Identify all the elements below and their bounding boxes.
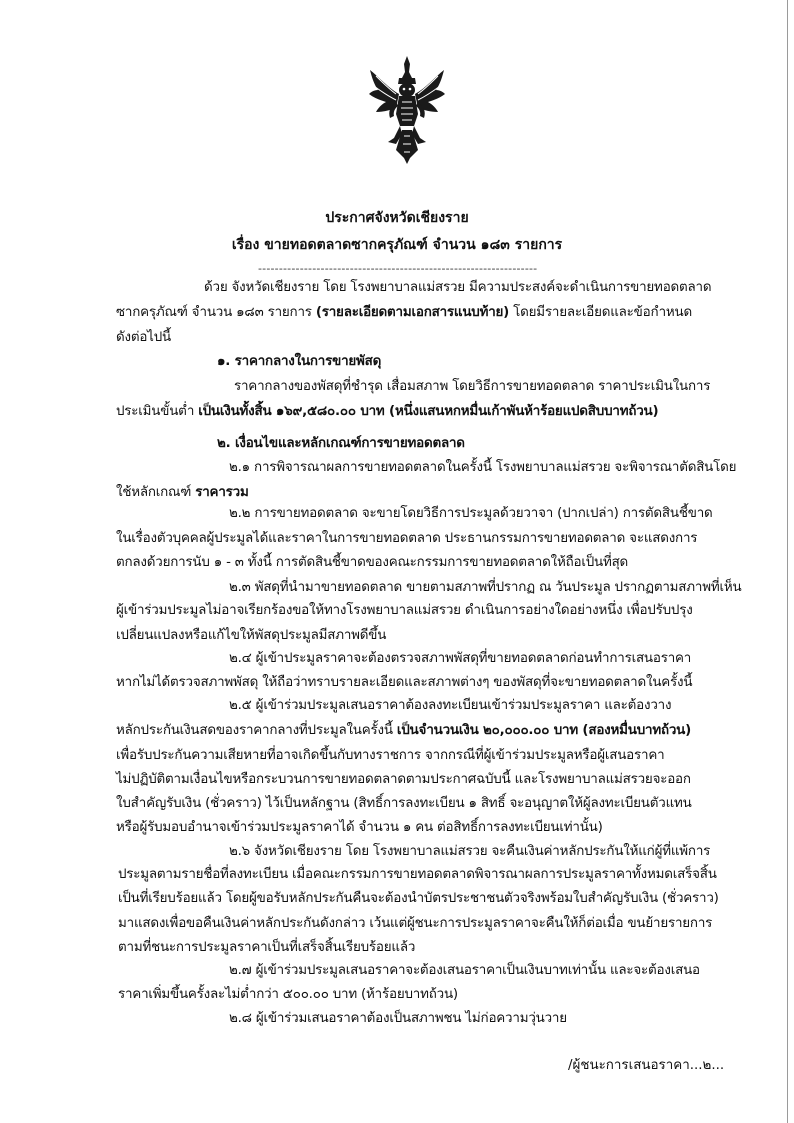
section-heading: ๑. ราคากลางในการขายพัสดุ (217, 354, 382, 369)
clause-line: ในเรื่องตัวบุคคลผู้ประมูลได้และราคาในการขายทอดตลาด ประธานกรรมการขายทอดตลาด จะแสดงการ (116, 531, 698, 546)
clause-line: ๒.๖ จังหวัดเชียงราย โดย โรงพยาบาลแม่สรวย จะคืนเงินค่าหลักประกันให้แก่ผู้ที่แพ้การ (229, 844, 711, 859)
clause-line: ผู้เข้าร่วมประมูลไม่อาจเรียกร้องขอให้ทางโรงพยาบาลแม่สรวย ดำเนินการอย่างใดอย่างหนึ่ง เพื่อปรับปรุง (116, 603, 693, 618)
clause-line: ๒.๕ ผู้เข้าร่วมประมูลเสนอราคาต้องลงทะเบียนเข้าร่วมประมูลราคา และต้องวาง (229, 698, 672, 713)
garuda-emblem-icon (366, 54, 448, 166)
body-line: ประเมินขั้นต่ำ เป็นเงินทั้งสิ้น ๑๖๙,๕๘๐.๐๐ บาท (หนึ่งแสนหกหมื่นเก้าพันห้าร้อยแปดสิบบาทถ้วน) (116, 404, 659, 419)
clause-line: ประมูลตามรายชื่อที่ลงทะเบียน เมื่อคณะกรรมการขายทอดตลาดพิจารณาผลการประมูลราคาทั้งหมดเสร็จสิ้น (118, 867, 717, 882)
clause-line: ตามที่ชนะการประมูลราคาเป็นที่เสร็จสิ้นเรียบร้อยแล้ว (118, 940, 416, 955)
clause-line: ตกลงด้วยการนับ ๑ - ๓ ทั้งนี้ การตัดสินชี้ขาดของคณะกรรมการขายทอดตลาดให้ถือเป็นที่สุด (116, 555, 629, 570)
section-heading: ๒. เงื่อนไขและหลักเกณฑ์การขายทอดตลาด (217, 436, 465, 451)
clause-line: ๒.๒ การขายทอดตลาด จะขายโดยวิธีการประมูลด้วยวาจา (ปากเปล่า) การตัดสินชี้ขาด (229, 506, 713, 521)
clause-line: ๒.๗ ผู้เข้าร่วมประมูลเสนอราคาจะต้องเสนอราคาเป็นเงินบาทเท่านั้น และจะต้องเสนอ (229, 963, 700, 978)
clause-line: หลักประกันเงินสดของราคากลางที่ประมูลในครั้งนี้ เป็นจำนวนเงิน ๒๐,๐๐๐.๐๐ บาท (สองหมื่นบาทถ้วน) (116, 723, 692, 738)
clause-line: ไม่ปฏิบัติตามเงื่อนไขหรือกระบวนการขายทอดตลาดตามประกาศฉบับนี้ และโรงพยาบาลแม่สรวยจะออก (116, 772, 691, 787)
body-line: ราคากลางของพัสดุที่ชำรุด เสื่อมสภาพ โดยวิธีการขายทอดตลาด ราคาประเมินในการ (234, 379, 711, 394)
page-continuation: /ผู้ชนะการเสนอราคา...๒... (568, 1058, 725, 1073)
clause-line: ใบสำคัญรับเงิน (ชั่วคราว) ไว้เป็นหลักฐาน (สิทธิ์การลงทะเบียน ๑ สิทธิ์ จะอนุญาตให้ผู้ลงทะเบียนตัวแทน (116, 796, 692, 811)
clause-line: ๒.๔ ผู้เข้าประมูลราคาจะต้องตรวจสภาพพัสดุที่ขายทอดตลาดก่อนทำการเสนอราคา (229, 651, 692, 666)
clause-line: หากไม่ได้ตรวจสภาพพัสดุ ให้ถือว่าทราบรายละเอียดและสภาพต่างๆ ของพัสดุที่จะขายทอดตลาดในครั้งนี้ (116, 675, 693, 690)
clause-line: ใช้หลักเกณฑ์ ราคารวม (116, 485, 249, 500)
clause-line: ๒.๘ ผู้เข้าร่วมเสนอราคาต้องเป็นสภาพชน ไม่ก่อความวุ่นวาย (229, 1011, 567, 1026)
clause-line: เปลี่ยนแปลงหรือแก้ไขให้พัสดุประมูลมีสภาพดีขึ้น (116, 628, 387, 643)
clause-line: หรือผู้รับมอบอำนาจเข้าร่วมประมูลราคาได้ จำนวน ๑ คน ต่อสิทธิ์การลงทะเบียนเท่านั้น) (116, 820, 603, 835)
clause-line: ๒.๑ การพิจารณาผลการขายทอดตลาดในครั้งนี้ โรงพยาบาลแม่สรวย จะพิจารณาตัดสินโดย (229, 460, 737, 475)
page-edge-line (787, 0, 788, 1123)
clause-line: เพื่อรับประกันความเสียหายที่อาจเกิดขึ้นกับทางราชการ จากกรณีที่ผู้เข้าร่วมประมูลหรือผู้เสนอราคา (116, 748, 665, 763)
intro-line: ดังต่อไปนี้ (116, 330, 171, 345)
intro-line: ซากครุภัณฑ์ จำนวน ๑๘๓ รายการ (รายละเอียดตามเอกสารแนบท้าย) โดยมีรายละเอียดและข้อกำหนด (116, 305, 692, 320)
intro-line: ด้วย จังหวัดเชียงราย โดย โรงพยาบาลแม่สรวย มีความประสงค์จะดำเนินการขายทอดตลาด (204, 280, 712, 295)
clause-line: มาแสดงเพื่อขอคืนเงินค่าหลักประกันดังกล่าว เว้นแต่ผู้ชนะการประมูลราคาจะคืนให้ก็ต่อเมื่อ ขนย้ายรายการ (118, 916, 713, 931)
clause-line: ๒.๓ พัสดุที่นำมาขายทอดตลาด ขายตามสภาพที่ปรากฏ ณ วันประมูล ปรากฏตามสภาพที่เห็น (229, 580, 742, 595)
title-divider: ------------------------------------------------------------------- (258, 262, 538, 275)
notice-subject: เรื่อง ขายทอดตลาดซากครุภัณฑ์ จำนวน ๑๘๓ รายการ (231, 237, 563, 253)
notice-title: ประกาศจังหวัดเชียงราย (325, 210, 469, 226)
clause-line: เป็นที่เรียบร้อยแล้ว โดยผู้ขอรับหลักประกันคืนจะต้องนำบัตรประชาชนตัวจริงพร้อมใบสำคัญรับเงิน (ชั่วคราว) (118, 891, 719, 906)
clause-line: ราคาเพิ่มขึ้นครั้งละไม่ต่ำกว่า ๕๐๐.๐๐ บาท (ห้าร้อยบาทถ้วน) (118, 987, 458, 1002)
